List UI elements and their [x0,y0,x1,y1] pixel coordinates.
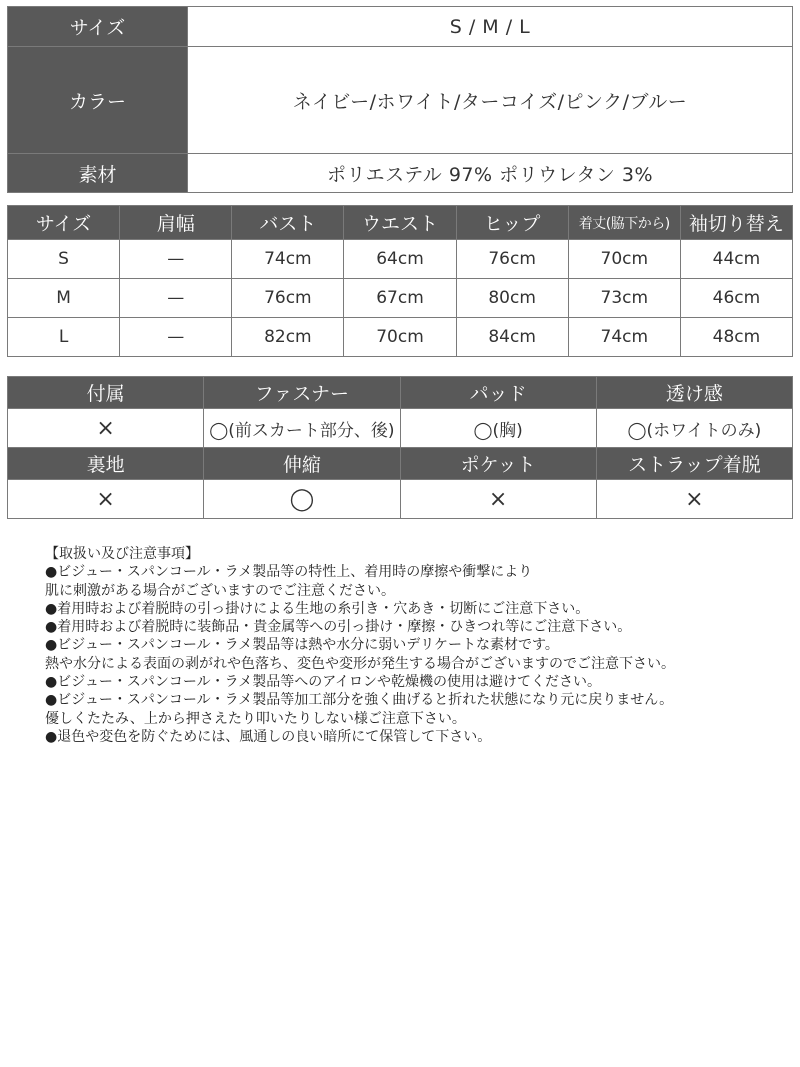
size-header: 肩幅 [120,206,232,240]
material-value: ポリエステル 97% ポリウレタン 3% [188,154,793,193]
feature-header: 付属 [8,377,204,409]
features-header-row [8,377,793,409]
table-cell: 76cm [456,240,568,279]
size-header: 袖切り替え [680,206,792,240]
table-cell: 82cm [232,318,344,357]
table-cell: 44cm [680,240,792,279]
care-notes-title: 【取扱い及び注意事項】 [45,546,199,562]
color-value: ネイビー/ホワイト/ターコイズ/ピンク/ブルー [188,47,793,154]
care-note-line: 優しくたたみ、上から押さえたり叩いたりしない様ご注意下さい。 [45,710,466,727]
table-cell: — [120,240,232,279]
material-label: 素材 [8,154,188,193]
size-header: ヒップ [456,206,568,240]
care-note-line: ●着用時および着脱時の引っ掛けによる生地の糸引き・穴あき・切断にご注意下さい。 [45,600,590,617]
features-value-row [8,409,793,448]
table-cell: 73cm [568,279,680,318]
table-cell: 80cm [456,279,568,318]
table-cell: 84cm [456,318,568,357]
care-note-line: 肌に刺激がある場合がございますのでご注意ください。 [45,582,395,599]
care-note-line: ●ビジュー・スパンコール・ラメ製品等は熱や水分に弱いデリケートな素材です。 [45,637,559,654]
feature-header: 透け感 [596,377,792,409]
feature-header: パッド [400,377,596,409]
table-cell: 76cm [232,279,344,318]
feature-value: × [8,409,204,448]
size-header: バスト [232,206,344,240]
care-note-line: ●退色や変色を防ぐためには、風通しの良い暗所にて保管して下さい。 [45,728,492,745]
size-value: S / M / L [188,7,793,47]
table-cell: — [120,279,232,318]
table-cell: M [8,279,120,318]
table-row [8,318,793,357]
size-header: サイズ [8,206,120,240]
care-note-line: ●着用時および着脱時に装飾品・貴金属等への引っ掛け・摩擦・ひきつれ等にご注意下さい。 [45,619,632,636]
size-table [7,205,793,357]
feature-header: ファスナー [204,377,400,409]
table-cell: 48cm [680,318,792,357]
spec-row-size [8,7,793,47]
table-cell: 46cm [680,279,792,318]
feature-header: ストラップ着脱 [596,448,792,480]
spec-table [7,6,793,193]
table-cell: 74cm [232,240,344,279]
feature-value: × [8,480,204,519]
size-table-header [8,206,793,240]
color-label: カラー [8,47,188,154]
table-cell: 67cm [344,279,456,318]
table-cell: — [120,318,232,357]
table-cell: S [8,240,120,279]
table-cell: 70cm [344,318,456,357]
table-cell: 64cm [344,240,456,279]
feature-value: × [400,480,596,519]
spec-row-color [8,47,793,154]
spec-row-material [8,154,793,193]
size-header: 着丈(脇下から) [568,206,680,240]
feature-value: ◯(前スカート部分、後) [204,409,400,448]
features-value-row [8,480,793,519]
care-note-line: 熱や水分による表面の剥がれや色落ち、変色や変形が発生する場合がございますのでご注意下さい。 [45,655,675,672]
feature-header: 裏地 [8,448,204,480]
features-header-row [8,448,793,480]
size-label: サイズ [8,7,188,47]
feature-value: ◯(ホワイトのみ) [596,409,792,448]
features-table [7,376,793,519]
table-row [8,279,793,318]
feature-value: ◯ [204,480,400,519]
feature-header: 伸縮 [204,448,400,480]
care-notes [45,545,785,746]
care-note-line: ●ビジュー・スパンコール・ラメ製品等加工部分を強く曲げると折れた状態になり元に戻りません。 [45,692,674,709]
feature-value: × [596,480,792,519]
feature-header: ポケット [400,448,596,480]
feature-value: ◯(胸) [400,409,596,448]
table-cell: 70cm [568,240,680,279]
care-note-line: ●ビジュー・スパンコール・ラメ製品等へのアイロンや乾燥機の使用は避けてください。 [45,674,601,691]
table-row [8,240,793,279]
table-cell: 74cm [568,318,680,357]
size-header: ウエスト [344,206,456,240]
table-cell: L [8,318,120,357]
care-note-line: ●ビジュー・スパンコール・ラメ製品等の特性上、着用時の摩擦や衝撃により [45,564,533,581]
